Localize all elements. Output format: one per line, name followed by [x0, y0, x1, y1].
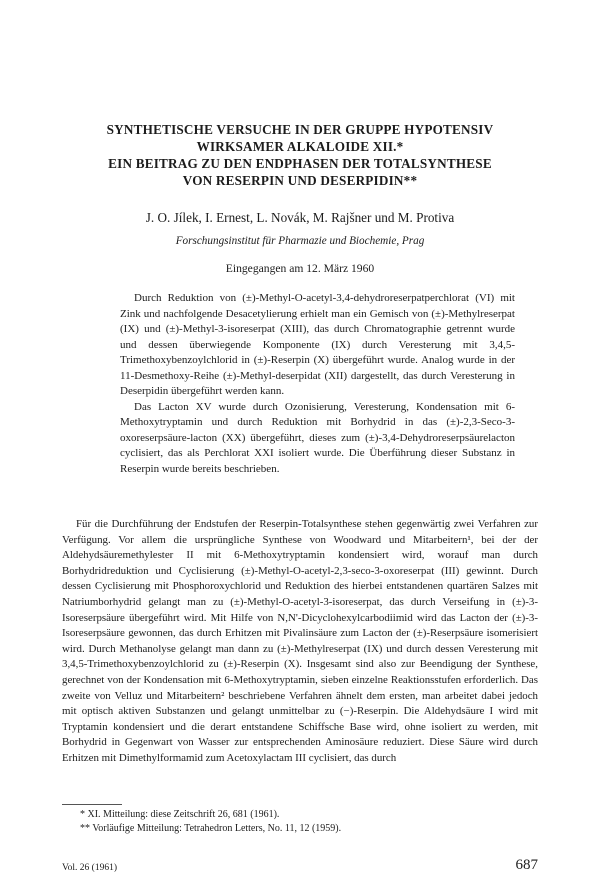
- title-line-2: WIRKSAMER ALKALOIDE XII.*: [196, 139, 404, 154]
- abstract-paragraph-1: Durch Reduktion von (±)-Methyl-O-acetyl-3,4-dehydroreserpatperchlorat (VI) mit Zink und nachfolgende Desacetylierung erhielt man ein Gemisch von (±)-Methylreserpat (IX) und (±)-Methyl-3-isoreserpat (XIII), das durch Chromatographie getrennt wurde und dessen überwiegende Komponente (IX) durch Veresterung mit 3,4,5-Trimethoxybenzoylchlorid in (±)-Reserpin (X) übergeführt wurde. Analog wurde in der 11-Desmethoxy-Reihe (±)-Methyl-deserpidat (XII) dargestellt, das durch Veresterung in Deserpidin übergeführt werden kann.: [120, 292, 515, 397]
- title-line-3: EIN BEITRAG ZU DEN ENDPHASEN DER TOTALSYNTHESE: [108, 156, 492, 171]
- body-paragraph: Für die Durchführung der Endstufen der Reserpin-Totalsynthese stehen gegenwärtig zwei Verfahren zur Verfügung. Vor allem die ursprüngliche Synthese von Woodward und Mitarbeitern¹, bei der der Aldehydsäuremethylester II mit 6-Methoxytryptamin kondensiert wird, worauf man durch Borhydridreduktion und Cyclisierung (±)-Methyl-O-acetyl-2,3-seco-3-oxoreserpat (III) gewinnt. Durch dessen Cyclisierung mit Phosphoroxychlorid und Reduktion des hierbei entstandenen quartären Salzes mit Natriumborhydrid gelangt man zu (±)-Methyl-O-acetyl-3-isoreserpat, das durch Verseifung in (±)-3-Isoreserpsäure übergeführt wird. Mit Hilfe von N,N'-Dicyclohexylcarbodiimid wird das Lacton der (±)-3-Isoreserpsäure gewonnen, das durch Erhitzen mit Pivalinsäure zum Lacton der (±)-Reserpsäure isomerisiert wird. Durch Methanolyse gelangt man dann zu (±)-Methylreserpat (IX) und durch dessen Veresterung mit 3,4,5-Trimethoxybenzoylchlorid zu (±)-Reserpin (X). Insgesamt sind also zur Beendigung der Synthese, gerechnet von der Kondensation mit 6-Methoxytryptamin, sieben einzelne Reaktionsstufen erforderlich. Das zweite von Velluz und Mitarbeitern² beschriebene Verfahren ähnelt dem ersten, man arbeitet dabei jedoch mit optisch aktiven Substanzen und gelangt unmittelbar zu (−)-Reserpin. Die Aldehydsäure I wird mit Tryptamin kondensiert und die derart entstandene Schiffsche Base wird, ohne isoliert zu werden, mit Borhydrid in Gegenwart von Wasser zur entsprechenden Aminosäure reduziert. Diese Säure wird durch Erhitzen mit Dimethylformamid zum Acetoxylactam III cyclisiert, das durch: [62, 518, 538, 764]
- footnotes: [62, 808, 538, 836]
- author-list: J. O. Jílek, I. Ernest, L. Novák, M. Rajšner und M. Protiva: [145, 210, 455, 225]
- footnote-divider: [62, 804, 122, 805]
- received-date: Eingegangen am 12. März 1960: [225, 262, 375, 275]
- title-line-1: SYNTHETISCHE VERSUCHE IN DER GRUPPE HYPOTENSIV: [106, 122, 494, 137]
- abstract: [120, 291, 515, 477]
- article-title: [40, 121, 560, 189]
- volume-info: Vol. 26 (1961): [62, 863, 117, 873]
- affiliation: Forschungsinstitut für Pharmazie und Biochemie, Prag: [175, 235, 425, 247]
- page-number: 687: [515, 857, 538, 873]
- footnote-1: * XI. Mitteilung: diese Zeitschrift 26, 681 (1961).: [80, 809, 280, 820]
- footnote-2: ** Vorläufige Mitteilung: Tetrahedron Letters, No. 11, 12 (1959).: [80, 823, 342, 834]
- body-text: [62, 517, 538, 767]
- abstract-paragraph-2: Das Lacton XV wurde durch Ozonisierung, Veresterung, Kondensation mit 6-Methoxytryptamin und durch Reduktion mit Borhydrid in das (±)-2,3-Seco-3-oxoreserpsäure-lacton (XX) übergeführt, dieses zum (±)-3,4-Dehydroreserpsäurelacton cyclisiert, das als Perchlorat XXI isoliert wurde. Die Überführung dieser Substanz in Reserpin wurde bereits beschrieben.: [120, 400, 515, 475]
- title-line-4: VON RESERPIN UND DESERPIDIN**: [182, 173, 418, 188]
